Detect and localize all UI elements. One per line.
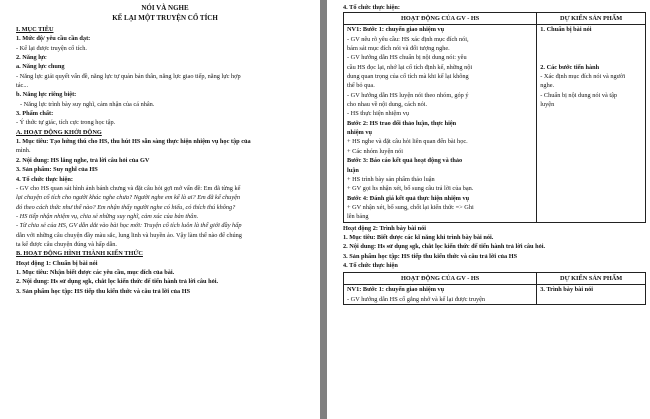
text-line: luận — [347, 166, 359, 174]
text-line — [540, 53, 642, 62]
text-line — [540, 44, 642, 53]
text-line: + GV nhận xét, bổ sung, chốt lại kiến thức => Ghi — [347, 203, 474, 211]
doc-title-1: NÓI VÀ NGHE — [141, 4, 189, 12]
text-line: + GV gọi hs nhận xét, bổ sung câu trả lời của bạn. — [347, 185, 474, 193]
text-line: Bước 4: Đánh giá kết quả thực hiện nhiệm vụ — [347, 194, 470, 202]
table2-product-cell — [537, 285, 646, 305]
activity-table-1 — [343, 12, 646, 222]
text-line: Hoạt động 1: Chuẩn bị bài nói — [16, 259, 98, 267]
text-line: 2. Nội dung: Hs sử dụng sgk, chắt lọc kiến thức để tiến hành trả lời câu hỏi. — [16, 278, 219, 286]
text-line: + Các nhóm luyện nói — [347, 147, 404, 155]
text-line: - Từ chia sẻ của HS, GV dẫn dắt vào bài học mới: Truyện cổ tích luôn là thế giới đầy hấp — [16, 222, 242, 230]
text-line: - GV nêu rõ yêu cầu: HS xác định mục đích nói, — [347, 35, 469, 43]
table1-product-cell — [537, 25, 646, 222]
text-line: - GV hướng dẫn HS luyện nói theo nhóm, góp ý — [347, 91, 469, 99]
table2-col2-header: DỰ KIẾN SẢN PHẨM — [537, 273, 646, 285]
text-line: - HS tiếp nhận nhiệm vụ, chia sẻ những suy nghĩ, cảm xúc của bản thân. — [16, 212, 199, 220]
text-line: dung quan trọng của cổ tích mà khi kể lại không — [347, 73, 469, 81]
text-line: + HS trình bày sản phẩm thảo luận — [347, 175, 435, 183]
text-line: 2. Nội dung: HS lắng nghe, trả lời câu hỏi của GV — [16, 156, 150, 164]
activity-table-2 — [343, 272, 646, 305]
text-line: cầu HS đọc lại, nhớ lại cổ tích định kể, những nội — [347, 63, 473, 71]
text-line: NV1: Bước 1: chuyển giao nhiệm vụ — [347, 286, 445, 294]
text-line: - GV cho HS quan sát hình ảnh bánh chưng và đặt câu hỏi gợi mở vấn đề: Em đã từng kể — [16, 184, 241, 192]
text-line: 3. Trình bày bài nói — [540, 286, 594, 294]
text-line: 3. Phẩm chất: — [16, 110, 54, 118]
text-line: luyện — [540, 101, 555, 109]
table1-col1-header: HOẠT ĐỘNG CỦA GV - HS — [344, 13, 537, 25]
text-line: mình. — [16, 147, 31, 155]
text-line: A. HOẠT ĐỘNG KHỞI ĐỘNG — [16, 128, 102, 136]
table1-activity-cell — [344, 25, 537, 222]
text-line: cho nhau về nội dung, cách nói. — [347, 101, 428, 109]
text-line: nghe. — [540, 82, 555, 90]
text-line — [540, 35, 642, 44]
text-line: - Năng lực giải quyết vấn đề, năng lực tự quản bản thân, năng lực giao tiếp, năng lực hợp — [16, 72, 241, 80]
text-line: 1. Chuẩn bị bài nói — [540, 26, 592, 34]
text-line: tác... — [16, 82, 29, 90]
text-line: thể bỏ qua. — [347, 82, 375, 90]
text-line: 3. Sản phẩm học tập: HS tiếp thu kiến thức và câu trả lời của HS — [16, 287, 191, 295]
table2-col1-header: HOẠT ĐỘNG CỦA GV - HS — [344, 273, 537, 285]
left-page — [0, 0, 320, 419]
right-page — [327, 0, 650, 419]
text-line: bám sát mục đích nói và đối tượng nghe. — [347, 45, 450, 53]
text-line: - Xác định mục đích nói và người — [540, 73, 626, 81]
text-line: - Năng lực trình bày suy nghĩ, cảm nhận của cá nhân. — [20, 100, 155, 108]
text-line: - Kể lại được truyện cổ tích. — [16, 44, 87, 52]
text-line: Bước 2: HS trao đổi thảo luận, thực hiện — [347, 119, 457, 127]
text-line: 2. Các bước tiến hành — [540, 63, 600, 71]
table1-col2-header: DỰ KIẾN SẢN PHẨM — [537, 13, 646, 25]
left-body — [16, 25, 314, 296]
text-line: - Ý thức tự giác, tích cực trong học tập. — [16, 119, 116, 127]
text-line: a. Năng lực chung — [16, 63, 65, 71]
text-line: đó theo cách thức như thế nào? Em nhận thấy người nghe có hiểu, có thích thú không? — [16, 203, 236, 211]
text-line: 1. Mục tiêu: Biết được các kĩ năng khi trình bày bài nói. — [343, 233, 494, 241]
text-line: lên bảng — [347, 213, 369, 221]
text-line: 1. Mức độ/ yêu cầu cần đạt: — [16, 35, 91, 43]
text-line: 2. Nội dung: Hs sử dụng sgk, chắt lọc kiến thức để tiến hành trả lời câu hỏi. — [343, 243, 546, 251]
text-line: 3. Sản phẩm học tập: HS tiếp thu kiến thức và câu trả lời của HS — [343, 252, 518, 260]
text-line: dẫn với những câu chuyện đầy màu sắc, lung linh và huyền ảo. Vậy làm thế nào để chúng — [16, 231, 242, 239]
text-line: 1. Mục tiêu: Nhận biết được các yêu cầu, mục đích của bài. — [16, 268, 175, 276]
doc-title-2: KỂ LẠI MỘT TRUYỆN CỔ TÍCH — [112, 14, 218, 22]
text-line: - Chuẩn bị nội dung nói và tập — [540, 91, 618, 99]
text-line: b. Năng lực riêng biệt: — [16, 91, 77, 99]
section-header: 4. Tổ chức thực hiện: — [343, 4, 400, 11]
text-line: nhiệm vụ — [347, 129, 373, 137]
text-line: 2. Năng lực — [16, 54, 47, 62]
text-line: - GV hướng dẫn HS cố gắng nhớ và kể lại được truyện — [347, 295, 486, 303]
text-line: 4. Tổ chức thực hiện: — [16, 175, 73, 183]
text-line: lại chuyện cổ tích cho người khác nghe chưa? Người nghe em kể là ai? Em đã kể chuyện — [16, 194, 241, 202]
text-line: Bước 3: Báo cáo kết quả hoạt động và thảo — [347, 157, 463, 165]
text-line: 3. Sản phẩm: Suy nghĩ của HS — [16, 166, 98, 174]
text-line: 1. Mục tiêu: Tạo hứng thú cho HS, thu hút HS sẵn sàng thực hiện nhiệm vụ học tập của — [16, 138, 251, 146]
table2-activity-cell — [344, 285, 537, 305]
text-line: Hoạt động 2: Trình bày bài nói — [343, 224, 427, 232]
text-line: I. MỤC TIÊU — [16, 26, 54, 33]
text-line: B. HOẠT ĐỘNG HÌNH THÀNH KIẾN THỨC — [16, 250, 143, 258]
text-line: - HS thực hiện nhiệm vụ — [347, 110, 410, 118]
text-line: + HS nghe và đặt câu hỏi liên quan đến bài học. — [347, 138, 468, 146]
text-line: NV1: Bước 1: chuyển giao nhiệm vụ — [347, 26, 445, 34]
text-line: ta kể được câu chuyện đúng và hấp dẫn. — [16, 240, 117, 248]
text-line: - GV hướng dẫn HS chuẩn bị nội dung nói: yêu — [347, 54, 467, 62]
text-line: 4. Tổ chức thực hiện — [343, 261, 398, 269]
activity-2-body — [343, 224, 646, 271]
